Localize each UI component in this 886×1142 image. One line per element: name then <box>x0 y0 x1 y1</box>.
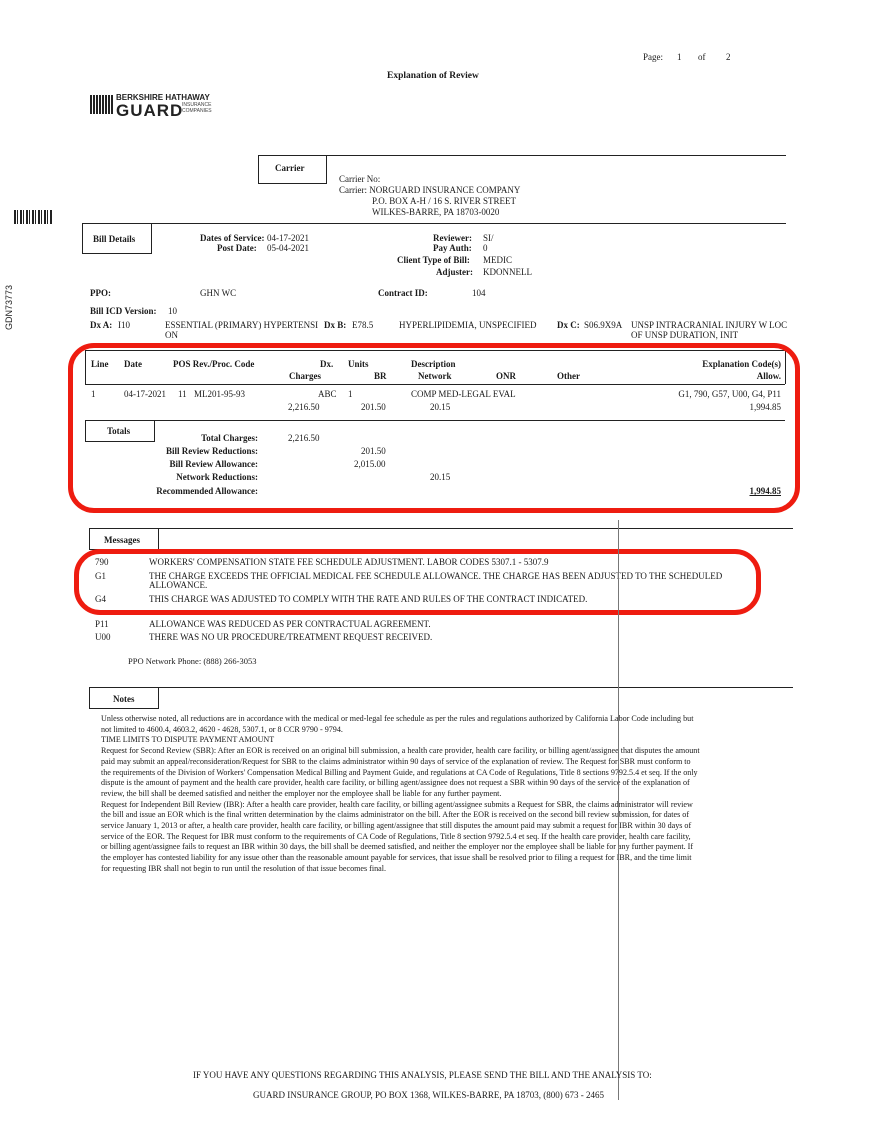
dx-b-code: E78.5 <box>352 320 374 330</box>
icd-version-value: 10 <box>168 306 177 316</box>
msg-text-u00: THERE WAS NO UR PROCEDURE/TREATMENT REQUEST RECEIVED. <box>149 632 433 642</box>
row-date: 04-17-2021 <box>124 389 166 399</box>
logo-wordmark: GUARD <box>116 101 184 120</box>
carrier-top-rule <box>258 155 786 156</box>
carrier-address-1: P.O. BOX A-H / 16 S. RIVER STREET <box>372 196 517 206</box>
pay-auth-value: 0 <box>483 243 488 253</box>
messages-highlight-annotation <box>74 549 761 615</box>
bill-details-label-box <box>82 223 152 254</box>
post-date-label: Post Date: <box>217 243 257 253</box>
notes-line: TIME LIMITS TO DISPUTE PAYMENT AMOUNT <box>101 735 275 745</box>
client-type-value: MEDIC <box>483 255 512 265</box>
carrier-no: Carrier No: <box>339 174 381 184</box>
logo-sub-1: INSURANCE <box>182 102 212 108</box>
notes-line: review, the bill shall be deemed satisfied and neither the employer nor the employee shall be liable for any further payment. <box>101 788 502 798</box>
footer-instruction: IF YOU HAVE ANY QUESTIONS REGARDING THIS ANALYSIS, PLEASE SEND THE BILL AND THE ANALYSIS TO: <box>193 1070 652 1080</box>
scan-artifact-line <box>618 520 619 1100</box>
row-units: 1 <box>348 389 353 399</box>
msg-text-g1-cont: ALLOWANCE. <box>149 580 208 590</box>
msg-code-790: 790 <box>95 557 109 567</box>
col-br: BR <box>374 371 387 381</box>
recommended-allowance-value: 1,994.85 <box>749 486 781 496</box>
carrier-label: Carrier <box>275 163 305 173</box>
network-reductions-label: Network Reductions: <box>176 472 258 482</box>
notes-line: dispute is the amount of payment and the health care provider, health care facility, or billing agent/assignee does not request a SBR within 90 days of the service of the explanation of <box>101 778 690 788</box>
row-line: 1 <box>91 389 96 399</box>
notes-line: Unless otherwise noted, all reductions are in accordance with the medical or med-legal fee schedule as per the rules and regulations authorized by California Labor Code including but <box>101 714 694 723</box>
br-allowance-value: 2,015.00 <box>354 459 386 469</box>
col-other: Other <box>557 371 580 381</box>
dx-a-desc-1: ESSENTIAL (PRIMARY) HYPERTENSI <box>165 320 319 330</box>
post-date-value: 05-04-2021 <box>267 243 309 253</box>
page-total: 2 <box>726 52 731 62</box>
notes-body <box>101 714 791 875</box>
msg-code-u00: U00 <box>95 632 111 642</box>
barcode-mark <box>14 210 52 224</box>
logo-company-name: BERKSHIRE HATHAWAY <box>116 93 210 102</box>
messages-label: Messages <box>104 535 140 545</box>
recommended-allowance-label: Recommended Allowance: <box>156 486 258 496</box>
col-allow: Allow. <box>756 371 781 381</box>
col-description: Description <box>411 359 456 369</box>
col-line: Line <box>91 359 109 369</box>
notes-line: Request for Second Review (SBR): After an EOR is received on an original bill submission, a health care provider, health care facility, or billing agent/assignee that disputes the amount <box>101 746 700 756</box>
bill-details-rule <box>82 223 786 224</box>
reviewer-value: SI/ <box>483 233 494 243</box>
dx-a-desc-2: ON <box>165 330 178 340</box>
col-explanation-codes: Explanation Code(s) <box>702 359 781 369</box>
client-type-label: Client Type of Bill: <box>397 255 470 265</box>
carrier-address-2: WILKES-BARRE, PA 18703-0020 <box>372 207 500 217</box>
notes-label-box <box>89 687 159 709</box>
dx-c-code: S06.9X9A <box>584 320 623 330</box>
row-description: COMP MED-LEGAL EVAL <box>411 389 516 399</box>
dos-value: 04-17-2021 <box>267 233 309 243</box>
messages-label-box <box>89 528 159 550</box>
notes-line: the employer has contested liability for any issue other than the reasonable amount payable for services, that issue shall be resolved prior to filing a request for IBR, and the time limit <box>101 853 692 863</box>
reviewer-label: Reviewer: <box>433 233 472 243</box>
pay-auth-label: Pay Auth: <box>433 243 472 253</box>
adjuster-value: KDONNELL <box>483 267 532 277</box>
col-onr: ONR <box>496 371 516 381</box>
notes-line: Request for Independent Bill Review (IBR): After a health care provider, health care facility, or billing agent/assignee submits a Request for SBR, the claims administrator will review <box>101 799 693 809</box>
dos-label: Dates of Service: <box>200 233 265 243</box>
br-reductions-value: 201.50 <box>361 446 386 456</box>
notes-line: or billing agent/assignee fails to request an IBR within 30 days, the bill shall be deemed satisfied, and neither the employer nor the employee shall be liable for any further payment. If <box>101 842 694 852</box>
contract-id-value: 104 <box>472 288 486 298</box>
table-highlight-annotation <box>68 343 800 513</box>
col-network: Network <box>418 371 452 381</box>
notes-line: for requesting IBR shall not begin to run until the resolution of that issue becomes final. <box>101 863 387 873</box>
msg-text-g4: THIS CHARGE WAS ADJUSTED TO COMPLY WITH THE RATE AND RULES OF THE CONTRACT INDICATED. <box>149 594 588 604</box>
logo-sub-2: COMPANIES <box>182 108 212 114</box>
row-charges: 2,216.50 <box>288 402 320 412</box>
notes-line: service of the EOR. The Request for IBR must conform to the requirements of CA Code of Regulations, Title 8 section 9792.5.4 et seq. If the health care provider, health care facility, <box>101 831 691 841</box>
msg-code-p11: P11 <box>95 619 109 629</box>
page-number: 1 <box>677 52 682 62</box>
col-charges: Charges <box>289 371 321 381</box>
row-pos: 11 <box>178 389 187 399</box>
notes-line: the requirements of the Division of Workers' Compensation Medical Billing and Payment Guide, and regulations at CA Code of Regulations, Title 8 sections 9792.5.4 et seq. If the only <box>101 767 698 777</box>
row-allow: 1,994.85 <box>749 402 781 412</box>
dx-b-label: Dx B: <box>324 320 347 330</box>
document-title: Explanation of Review <box>387 71 479 81</box>
row-explanation-codes: G1, 790, G57, U00, G4, P11 <box>678 389 781 399</box>
notes-line: not limited to 4600.4, 4603.2, 4620 - 4628, 5307.1, or 8 CCR 9790 - 9794. <box>101 724 343 734</box>
network-reductions-value: 20.15 <box>430 472 451 482</box>
dx-a-label: Dx A: <box>90 320 113 330</box>
notes-line: service January 1, 2013 or after, a health care provider, health care facility, or billing agent/assignee that still disputes the amount paid may submit a request for IBR within 30 days of <box>101 821 692 831</box>
total-charges-value: 2,216.50 <box>288 433 320 443</box>
side-doc-code: GDN73773 <box>4 284 14 330</box>
row-network: 20.15 <box>430 402 451 412</box>
row-proc-code: ML201-95-93 <box>194 389 245 399</box>
icd-version-label: Bill ICD Version: <box>90 306 157 316</box>
contract-id-label: Contract ID: <box>378 288 428 298</box>
carrier-label-box <box>258 155 327 184</box>
bill-details-label: Bill Details <box>93 234 136 244</box>
notes-rule <box>89 687 793 688</box>
notes-label: Notes <box>113 694 135 704</box>
msg-text-g1: THE CHARGE EXCEEDS THE OFFICIAL MEDICAL FEE SCHEDULE ALLOWANCE. THE CHARGE HAS BEEN ADJUSTED TO THE SCHEDULED <box>149 571 723 581</box>
msg-text-790: WORKERS' COMPENSATION STATE FEE SCHEDULE ADJUSTMENT. LABOR CODES 5307.1 - 5307.9 <box>149 557 549 567</box>
page-of-label: of <box>698 52 706 62</box>
adjuster-label: Adjuster: <box>436 267 473 277</box>
dx-c-label: Dx C: <box>557 320 580 330</box>
messages-rule <box>89 528 793 529</box>
dx-c-desc-1: UNSP INTRACRANIAL INJURY W LOC <box>631 320 788 330</box>
dx-b-desc: HYPERLIPIDEMIA, UNSPECIFIED <box>399 320 537 330</box>
total-charges-label: Total Charges: <box>201 433 258 443</box>
col-date: Date <box>124 359 142 369</box>
row-dx: ABC <box>318 389 337 399</box>
msg-text-p11: ALLOWANCE WAS REDUCED AS PER CONTRACTUAL AGREEMENT. <box>149 619 431 629</box>
msg-code-g4: G4 <box>95 594 106 604</box>
ppo-label: PPO: <box>90 288 111 298</box>
row-br: 201.50 <box>361 402 386 412</box>
notes-line: paid may submit an appeal/reconsideration/Request for SBR to the claims administrator within 90 days of service of the explanation of review. The Request for SBR must conform to <box>101 756 691 766</box>
col-dx: Dx. <box>320 359 334 369</box>
br-reductions-label: Bill Review Reductions: <box>166 446 258 456</box>
msg-code-g1: G1 <box>95 571 106 581</box>
dx-c-desc-2: OF UNSP DURATION, INIT <box>631 330 739 340</box>
footer-address: GUARD INSURANCE GROUP, PO BOX 1368, WILKES-BARRE, PA 18703, (800) 673 - 2465 <box>253 1090 605 1100</box>
col-units: Units <box>348 359 369 369</box>
col-pos-code: POS Rev./Proc. Code <box>173 359 255 369</box>
totals-label: Totals <box>107 426 131 436</box>
ppo-network-phone: PPO Network Phone: (888) 266-3053 <box>128 656 257 666</box>
logo-mark-icon <box>90 95 114 114</box>
page-label: Page: <box>643 52 663 62</box>
br-allowance-label: Bill Review Allowance: <box>169 459 258 469</box>
dx-a-code: I10 <box>118 320 130 330</box>
ppo-value: GHN WC <box>200 288 237 298</box>
carrier-name: Carrier: NORGUARD INSURANCE COMPANY <box>339 185 521 195</box>
notes-line: the bill and issue an EOR which is the final written determination by the claims administrator on the bill. After the EOR is received on the second bill review submission, for dates of <box>101 810 690 820</box>
